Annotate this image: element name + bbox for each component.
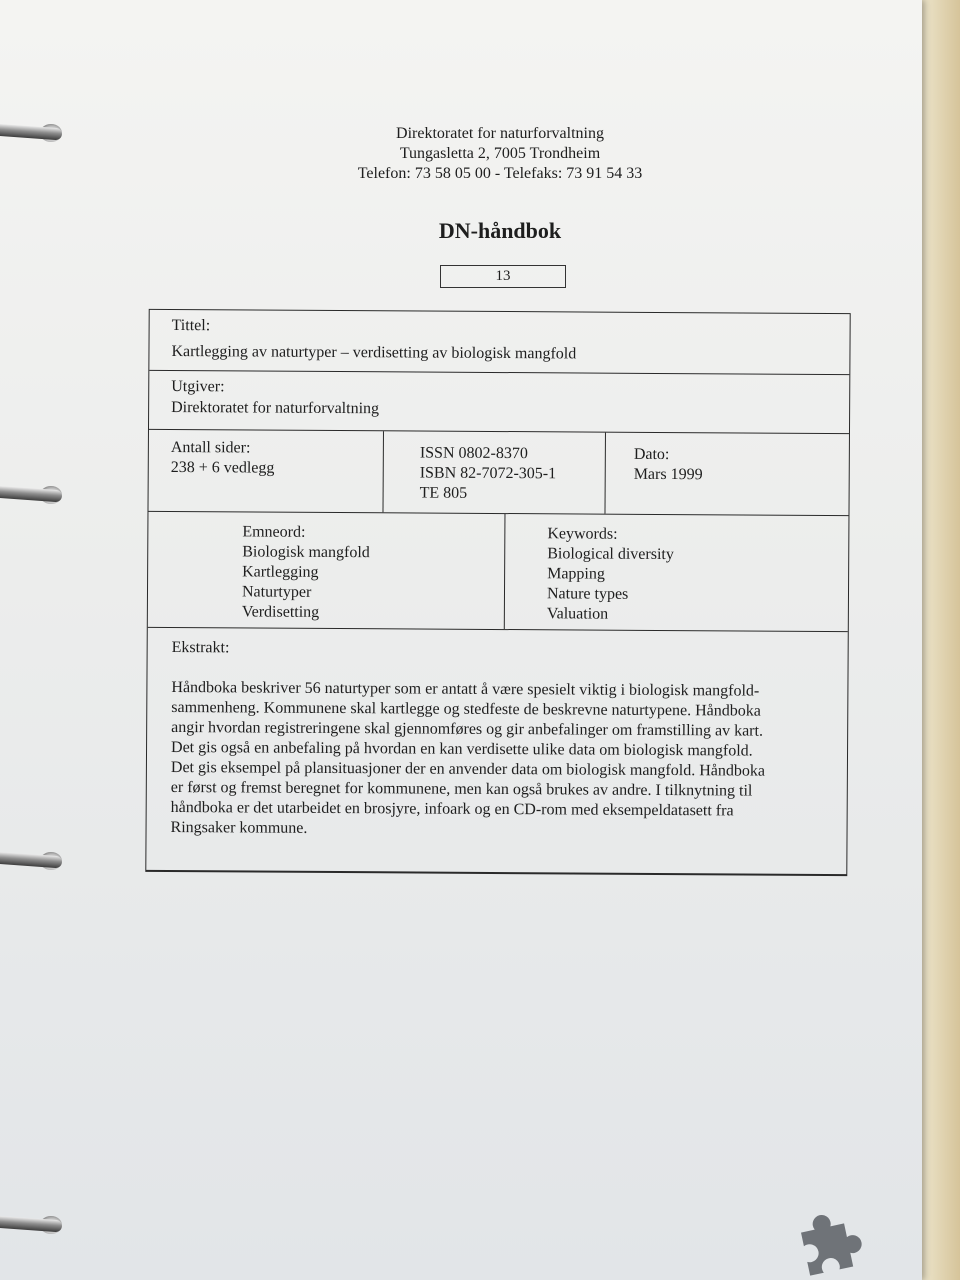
handbook-title: DN-håndbok bbox=[438, 218, 562, 243]
bibliographic-card bbox=[145, 309, 850, 876]
emneord-item: Naturtyper bbox=[241, 583, 312, 601]
emneord-item: Verdisetting bbox=[241, 603, 320, 621]
handbook-number: 13 bbox=[440, 265, 566, 288]
keywords-label: Keywords: bbox=[547, 525, 618, 543]
abstract-label: Ekstrakt: bbox=[171, 639, 230, 657]
pages-value: 238 + 6 vedlegg bbox=[170, 458, 275, 477]
isbn-value: ISBN 82-7072-305-1 bbox=[419, 464, 557, 483]
publisher-address: Tungasletta 2, 7005 Trondheim bbox=[399, 145, 601, 162]
emneord-item: Biologisk mangfold bbox=[242, 543, 370, 562]
publisher-label: Utgiver: bbox=[171, 378, 225, 396]
issn-value: ISSN 0802-8370 bbox=[419, 444, 528, 463]
pages-label: Antall sider: bbox=[170, 438, 251, 457]
abstract-line: Det gis også en anbefaling på hvordan en kan verdisette ulike data om biologisk mangfold. bbox=[170, 739, 753, 760]
emneord-label: Emneord: bbox=[242, 523, 306, 541]
pages-cell bbox=[148, 430, 382, 512]
publisher-phone: Telefon: 73 58 05 00 - Telefaks: 73 91 54 33 bbox=[357, 165, 643, 182]
show-through-text bbox=[140, 90, 145, 164]
date-cell bbox=[604, 433, 848, 515]
publisher-value: Direktoratet for naturforvaltning bbox=[171, 398, 380, 418]
binder-ring-icon bbox=[0, 850, 74, 872]
publisher-row bbox=[149, 371, 849, 434]
title-row bbox=[149, 310, 849, 375]
binder-ring-icon bbox=[0, 122, 74, 144]
emneord-cell bbox=[148, 512, 505, 629]
abstract-line: er først og fremst beregnet for kommunene, men kan også brukes av andre. I tilknytning til bbox=[170, 779, 753, 800]
abstract-line: Håndboka beskriver 56 naturtyper som er antatt å være spesielt viktig i biologisk mangfold- bbox=[171, 679, 760, 700]
keyword-item: Nature types bbox=[546, 585, 629, 603]
emneord-item: Kartlegging bbox=[242, 563, 319, 581]
abstract-line: sammenheng. Kommunene skal kartlegge og stedfeste de beskrevne naturtypene. Håndboka bbox=[171, 699, 761, 720]
keyword-item: Biological diversity bbox=[547, 545, 674, 564]
abstract-line: angir hvordan registreringene skal gjennomføres og gir anbefalinger om framstilling av kart. bbox=[171, 719, 764, 740]
issn-cell bbox=[382, 431, 605, 513]
abstract-line: Det gis eksempel på plansituasjoner der en anvender data om biologisk mangfold. Håndboka bbox=[170, 759, 766, 780]
publisher-header bbox=[300, 124, 700, 184]
keywords-cell bbox=[504, 514, 849, 631]
keyword-item: Mapping bbox=[547, 565, 605, 583]
date-value: Mars 1999 bbox=[633, 465, 703, 484]
keywords-row bbox=[148, 512, 849, 632]
abstract-section bbox=[146, 628, 847, 874]
abstract-text bbox=[170, 678, 823, 842]
keyword-item: Valuation bbox=[546, 605, 609, 623]
publisher-name: Direktoratet for naturforvaltning bbox=[396, 125, 604, 142]
te-value: TE 805 bbox=[419, 484, 468, 502]
title-label: Tittel: bbox=[171, 317, 211, 335]
binder-ring-icon bbox=[0, 484, 74, 506]
puzzle-piece-icon bbox=[790, 1205, 868, 1280]
title-value: Kartlegging av naturtyper – verdisetting av biologisk mangfold bbox=[171, 343, 577, 363]
abstract-line: Ringsaker kommune. bbox=[170, 819, 308, 837]
binder-ring-icon bbox=[0, 1214, 74, 1236]
date-label: Dato: bbox=[633, 445, 670, 464]
details-row bbox=[148, 430, 848, 516]
abstract-line: håndboka er det utarbeidet en brosjyre, infoark og en CD-rom med eksempeldatasett fra bbox=[170, 799, 734, 820]
